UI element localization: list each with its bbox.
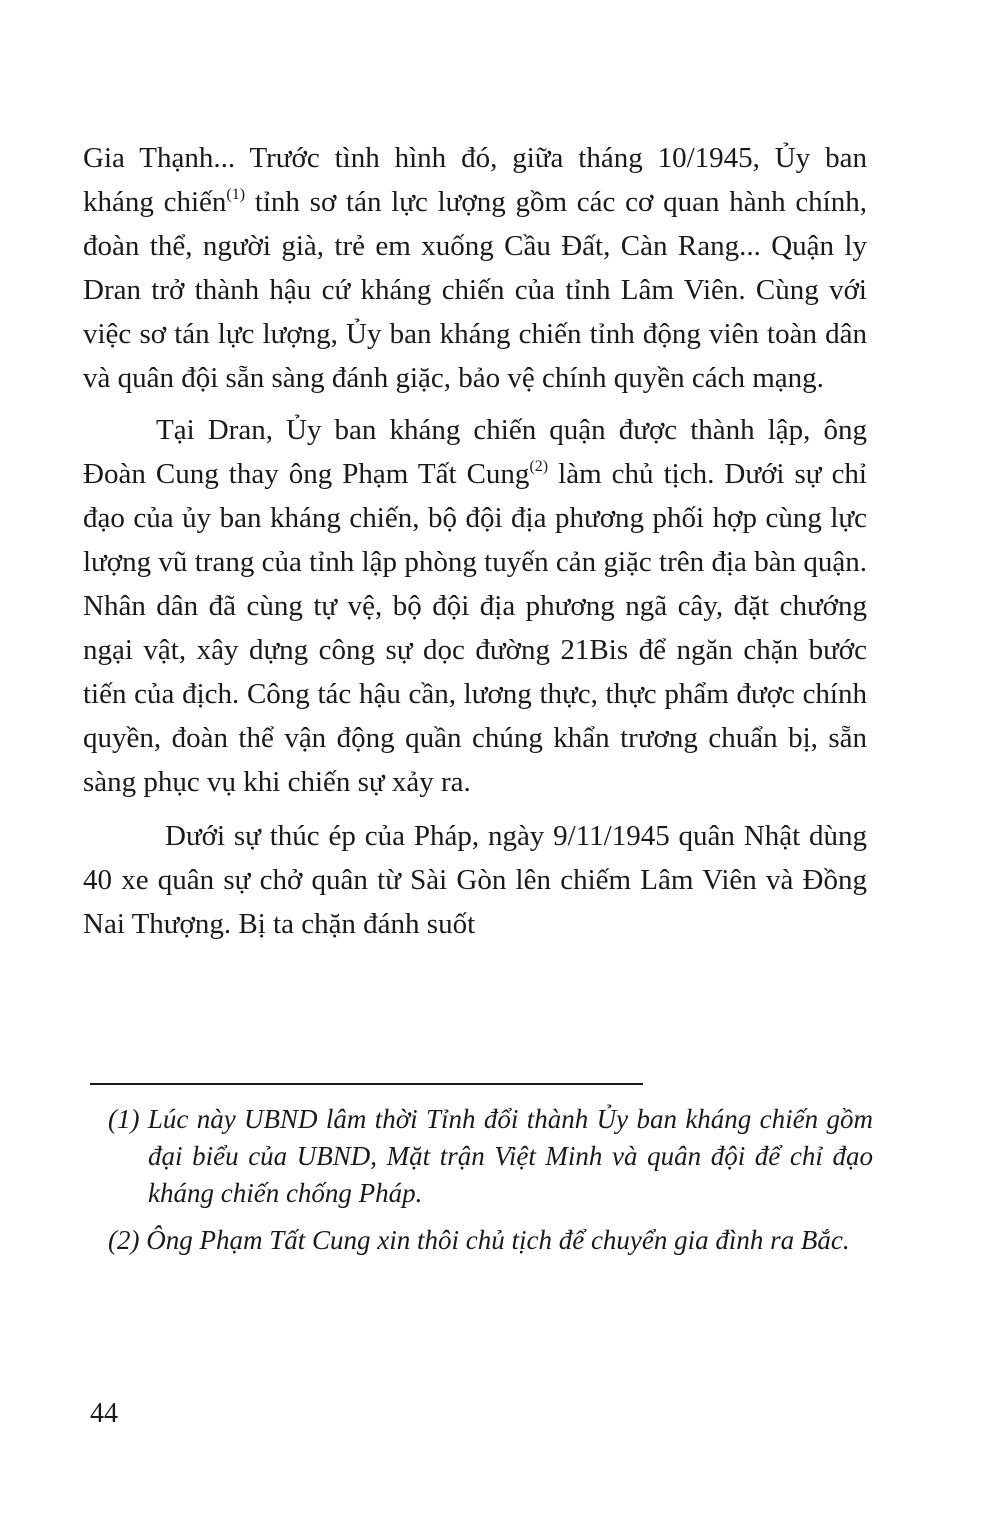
- paragraph-1-text-b: tỉnh sơ tán lực lượng gồm các cơ quan hành chính, đoàn thể, người già, trẻ em xuống Cầu Đất, Càn Rang... Quận ly Dran trở thành hậu cứ kháng chiến của tỉnh Lâm Viên. Cùng với việc sơ tán lực lượng, Ủy ban kháng chiến tỉnh động viên toàn dân và quân đội sẵn sàng đánh giặc, bảo vệ chính quyền cách mạng.: [83, 186, 867, 394]
- footnote-2: (2) Ông Phạm Tất Cung xin thôi chủ tịch để chuyển gia đình ra Bắc.: [108, 1225, 850, 1255]
- footnotes: [108, 1101, 873, 1259]
- footnote-ref-1: (1): [226, 186, 246, 203]
- page-number: 44: [90, 1398, 118, 1429]
- paragraph-1: [83, 136, 867, 400]
- paragraph-2-text-a: Tại Dran, Ủy ban kháng chiến quận được thành lập, ông Đoàn Cung thay ông Phạm Tất Cung: [83, 414, 867, 490]
- footnote-ref-2: (2): [529, 458, 549, 475]
- paragraph-2-text-b: làm chủ tịch. Dưới sự chỉ đạo của ủy ban kháng chiến, bộ đội địa phương phối hợp cùng lực lượng vũ trang của tỉnh lập phòng tuyến cản giặc trên địa bàn quận. Nhân dân đã cùng tự vệ, bộ đội địa phương ngã cây, đặt chướng ngại vật, xây dựng công sự dọc đường 21Bis để ngăn chặn bước tiến của địch. Công tác hậu cần, lương thực, thực phẩm được chính quyền, đoàn thể vận động quần chúng khẩn trương chuẩn bị, sẵn sàng phục vụ khi chiến sự xảy ra.: [83, 458, 867, 798]
- paragraph-2: [83, 408, 867, 804]
- body-text: [83, 136, 867, 946]
- paragraph-1-text-a: Gia Thạnh... Trước tình hình đó, giữa tháng 10/1945, Ủy ban kháng chiến: [83, 142, 867, 218]
- footnote-1: (1) Lúc này UBND lâm thời Tỉnh đổi thành Ủy ban kháng chiến gồm đại biểu của UBND, Mặt trận Việt Minh và quân đội để chỉ đạo kháng chiến chống Pháp.: [108, 1104, 873, 1208]
- paragraph-3: Dưới sự thúc ép của Pháp, ngày 9/11/1945 quân Nhật dùng 40 xe quân sự chở quân từ Sài Gòn lên chiếm Lâm Viên và Đồng Nai Thượng. Bị ta chặn đánh suốt: [83, 820, 867, 940]
- footnote-divider: [90, 1083, 643, 1085]
